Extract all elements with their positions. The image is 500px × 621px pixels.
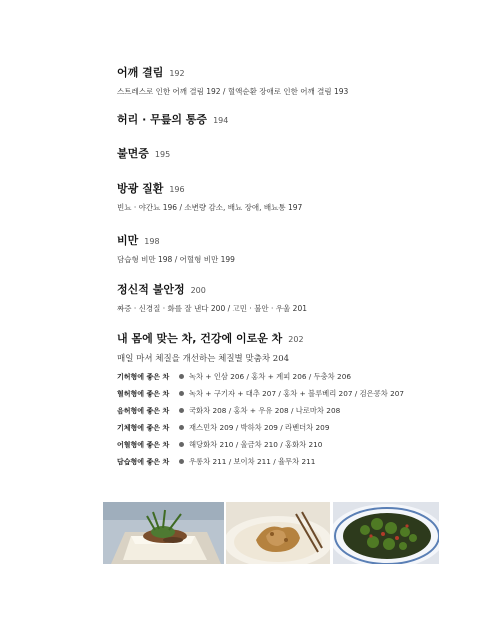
toc-subentries: 매일 마셔 체질을 개선하는 체질별 맞춤차 204	[117, 354, 290, 364]
bullet-icon	[179, 408, 184, 413]
tea-row[interactable]	[117, 402, 404, 419]
toc-title	[117, 281, 307, 297]
tea-category: 음허형에 좋은 차	[117, 406, 170, 415]
tea-row[interactable]	[117, 419, 404, 436]
toc-subentries: 짜증 · 신경질 · 화를 잘 낸다 200 / 고민 · 불안 · 우울 201	[117, 304, 307, 313]
toc-page-number: 194	[213, 116, 229, 125]
tea-category: 담습형에 좋은 차	[117, 457, 170, 466]
toc-title-text: 내 몸에 맞는 차, 건강에 이로운 차	[117, 332, 283, 345]
toc-title	[117, 145, 170, 161]
tofu-dish-photo	[103, 502, 224, 564]
toc-title	[117, 64, 348, 80]
bullet-icon	[179, 425, 184, 430]
toc-title-text: 어깨 결림	[117, 66, 164, 79]
toc-title-text: 방광 질환	[117, 182, 164, 195]
toc-entry-bladder[interactable]	[117, 180, 302, 213]
toc-page-number: 192	[169, 69, 185, 78]
toc-page-number: 195	[154, 150, 171, 159]
toc-title	[117, 111, 228, 127]
fried-food-photo	[226, 502, 330, 564]
toc-title	[117, 180, 302, 196]
bullet-icon	[179, 391, 184, 396]
tea-category: 어혈형에 좋은 차	[117, 440, 170, 449]
bullet-icon	[179, 459, 184, 464]
tea-row[interactable]	[117, 368, 404, 385]
toc-title-text: 허리 · 무릎의 통증	[117, 113, 208, 126]
tea-items: 우롱차 211 / 보이차 211 / 율무차 211	[189, 456, 316, 466]
toc-entry-tea[interactable]	[117, 330, 304, 364]
toc-page-number: 202	[288, 335, 304, 344]
bullet-icon	[179, 374, 184, 379]
tea-category: 기체형에 좋은 차	[117, 423, 170, 432]
tea-row[interactable]	[117, 436, 404, 453]
toc-page-number: 196	[169, 185, 185, 194]
tea-items: 재스민차 209 / 박하차 209 / 라벤더차 209	[189, 422, 330, 432]
toc-entry-back-knee[interactable]	[117, 111, 228, 127]
tea-items: 녹차 + 구기자 + 대추 207 / 홍차 + 블루베리 207 / 검은콩차 207	[189, 388, 405, 398]
toc-entry-shoulder[interactable]	[117, 64, 348, 97]
tea-row[interactable]	[117, 453, 404, 470]
toc-page-number: 200	[190, 286, 206, 295]
tea-items: 녹차 + 인삼 206 / 홍차 + 계피 206 / 두충차 206	[189, 371, 351, 381]
toc-title-text: 정신적 불안정	[117, 283, 185, 296]
toc-subentries: 빈뇨 · 야간뇨 196 / 소변량 감소, 배뇨 장애, 배뇨통 197	[117, 203, 303, 212]
toc-entry-obesity[interactable]	[117, 232, 235, 265]
tea-items: 해당화차 210 / 울금차 210 / 홍화차 210	[189, 439, 323, 449]
tea-list	[117, 368, 404, 470]
toc-title	[117, 232, 235, 248]
greens-soup-photo	[333, 502, 439, 564]
tea-items: 국화차 208 / 홍차 + 우유 208 / 나로마차 208	[189, 405, 341, 415]
tea-category: 기허형에 좋은 차	[117, 372, 170, 381]
toc-entry-mental[interactable]	[117, 281, 307, 314]
bullet-icon	[179, 442, 184, 447]
toc-title-text: 비만	[117, 234, 139, 247]
toc-subentries: 담습형 비만 198 / 어혈형 비만 199	[117, 255, 235, 264]
tea-category: 혈허형에 좋은 차	[117, 389, 170, 398]
tea-row[interactable]	[117, 385, 404, 402]
toc-page-number: 198	[144, 237, 160, 246]
toc-subentries: 스트레스로 인한 어깨 결림 192 / 혈액순환 장애로 인한 어깨 결림 193	[117, 87, 349, 96]
toc-title	[117, 330, 304, 346]
toc-title-text: 불면증	[117, 147, 149, 160]
toc-entry-insomnia[interactable]	[117, 145, 170, 161]
